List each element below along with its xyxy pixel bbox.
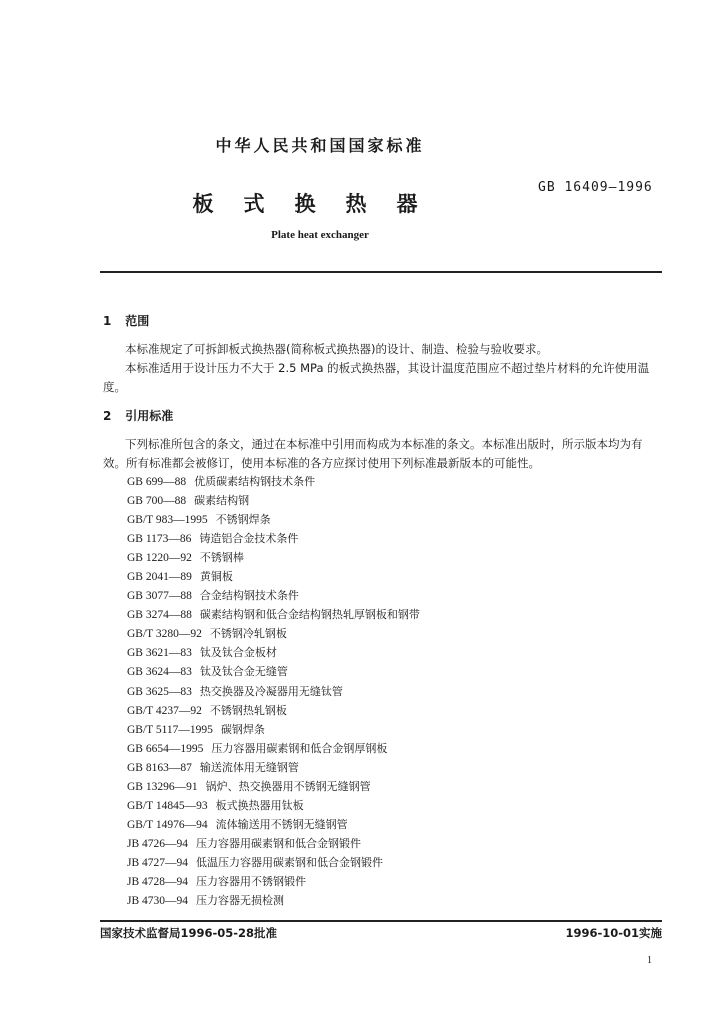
reference-code: GB/T 3280—92 (127, 628, 202, 641)
header-divider (100, 271, 662, 273)
reference-item (127, 624, 657, 643)
reference-code: JB 4726—94 (127, 837, 189, 850)
reference-item (127, 834, 657, 853)
page-number: 1 (647, 955, 652, 966)
section-2-paragraph-1: 下列标准所包含的条文，通过在本标准中引用而构成为本标准的条文。本标准出版时，所示版本均为有效。所有标准都会被修订，使用本标准的各方应探讨使用下列标准最新版本的可能性。 (103, 437, 643, 470)
reference-code: GB/T 983—1995 (127, 514, 208, 527)
reference-code: GB/T 14976—94 (127, 818, 208, 831)
reference-item (127, 739, 657, 758)
reference-item (127, 491, 657, 510)
reference-title: 压力容器用碳素钢和低合金钢厚钢板 (211, 741, 388, 755)
issue-approval: 国家技术监督局1996-05-28批准 (100, 926, 278, 940)
reference-title: 输送流体用无缝钢管 (199, 760, 299, 774)
reference-code: GB 3274—88 (127, 609, 192, 622)
reference-item (127, 777, 657, 796)
reference-code: GB/T 5117—1995 (127, 723, 213, 736)
reference-code: GB 3621—83 (127, 647, 192, 660)
reference-title: 不锈钢热轧钢板 (209, 703, 287, 717)
reference-item (127, 643, 657, 662)
section-2-heading (103, 407, 173, 424)
reference-code: GB 8163—87 (127, 761, 192, 774)
reference-title: 黄铜板 (199, 570, 233, 584)
reference-item (127, 586, 657, 605)
reference-title: 碳素结构钢 (194, 494, 250, 508)
reference-code: JB 4727—94 (127, 856, 189, 869)
reference-title: 碳素结构钢和低合金结构钢热轧厚钢板和钢带 (199, 608, 420, 622)
section-number: 2 (103, 409, 112, 423)
section-title: 范围 (125, 314, 150, 328)
reference-title: 碳钢焊条 (220, 722, 265, 736)
reference-item (127, 701, 657, 720)
reference-item (127, 891, 657, 910)
standard-number: GB 16409—1996 (538, 180, 653, 195)
reference-code: GB 3625—83 (127, 685, 192, 698)
reference-item (127, 758, 657, 777)
reference-item (127, 872, 657, 891)
reference-title: 钛及钛合金板材 (199, 646, 277, 660)
reference-code: JB 4728—94 (127, 875, 189, 888)
reference-title: 不锈钢冷轧钢板 (209, 627, 287, 641)
section-1-paragraph-1: 本标准规定了可拆卸板式换热器(简称板式换热器)的设计、制造、检验与验收要求。 (125, 342, 548, 356)
reference-item (127, 510, 657, 529)
reference-code: GB 699—88 (127, 476, 187, 488)
national-standard-label: 中华人民共和国国家标准 (215, 136, 425, 155)
reference-title: 钛及钛合金无缝管 (199, 665, 288, 679)
reference-code: GB/T 14845—93 (127, 799, 208, 812)
section-number: 1 (103, 314, 112, 328)
reference-title: 不锈钢棒 (199, 551, 244, 565)
reference-title: 合金结构钢技术条件 (199, 589, 299, 603)
reference-code: GB 6654—1995 (127, 742, 204, 755)
reference-title: 压力容器无损检测 (196, 894, 285, 908)
reference-code: GB 3077—88 (127, 590, 192, 603)
reference-title: 优质碳素结构钢技术条件 (194, 475, 316, 488)
title-english: Plate heat exchanger (271, 229, 369, 241)
reference-item (127, 548, 657, 567)
reference-list (127, 472, 657, 910)
reference-title: 铸造铝合金技术条件 (199, 532, 299, 546)
reference-title: 板式换热器用钛板 (215, 798, 304, 812)
reference-title: 流体输送用不锈钢无缝钢管 (215, 817, 348, 831)
reference-item (127, 815, 657, 834)
reference-code: JB 4730—94 (127, 895, 189, 908)
title-chinese: 板式换热器 (192, 192, 448, 216)
reference-title: 压力容器用碳素钢和低合金钢锻件 (196, 836, 362, 850)
reference-title: 压力容器用不锈钢锻件 (196, 874, 307, 888)
footer-divider (100, 920, 662, 922)
reference-code: GB 1173—86 (127, 533, 192, 546)
reference-item (127, 567, 657, 586)
section-title: 引用标准 (125, 409, 174, 423)
section-1-heading (103, 312, 149, 329)
reference-item (127, 720, 657, 739)
reference-code: GB 2041—89 (127, 571, 192, 584)
reference-code: GB 1220—92 (127, 552, 192, 565)
reference-title: 锅炉、热交换器用不锈钢无缝钢管 (205, 779, 371, 793)
reference-item (127, 853, 657, 872)
reference-code: GB 3624—83 (127, 666, 192, 679)
reference-title: 热交换器及冷凝器用无缝钛管 (199, 684, 343, 698)
section-1-paragraph-2: 本标准适用于设计压力不大于 2.5 MPa 的板式换热器，其设计温度范围应不超过垫片材料的允许使用温度。 (103, 361, 650, 394)
reference-code: GB/T 4237—92 (127, 704, 202, 717)
reference-code: GB 700—88 (127, 495, 187, 508)
reference-item (127, 472, 657, 491)
reference-item (127, 682, 657, 701)
reference-item (127, 529, 657, 548)
reference-item (127, 605, 657, 624)
reference-title: 不锈钢焊条 (215, 513, 271, 527)
reference-code: GB 13296—91 (127, 780, 198, 793)
reference-item (127, 662, 657, 681)
reference-item (127, 796, 657, 815)
reference-title: 低温压力容器用碳素钢和低合金钢锻件 (196, 855, 384, 869)
effective-date: 1996-10-01实施 (565, 926, 662, 940)
